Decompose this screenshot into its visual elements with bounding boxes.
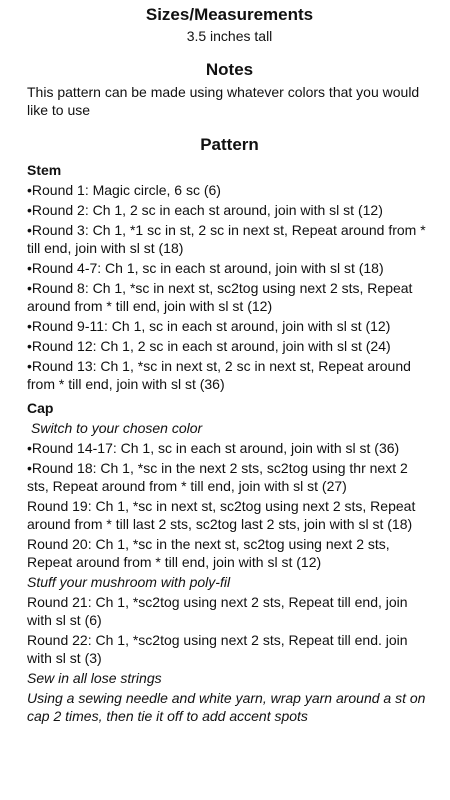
size-value: 3.5 inches tall (186, 28, 273, 44)
accent-spots-note: Using a sewing needle and white yarn, wrap yarn around a st on cap 2 times, then tie it off to add accent spots (27, 690, 426, 724)
switch-color-note: Switch to your chosen color (31, 420, 203, 436)
stem-heading: Stem (27, 162, 62, 178)
stem-round-4-7: •Round 4-7: Ch 1, sc in each st around, join with sl st (18) (27, 260, 384, 276)
sew-note: Sew in all lose strings (27, 670, 162, 686)
cap-round-14-17: •Round 14-17: Ch 1, sc in each st around, join with sl st (36) (27, 440, 400, 456)
stem-round-12: •Round 12: Ch 1, 2 sc in each st around, join with sl st (24) (27, 338, 391, 354)
stem-round-13: •Round 13: Ch 1, *sc in next st, 2 sc in next st, Repeat around from * till end, join with sl st (36) (27, 358, 411, 392)
cap-round-19: Round 19: Ch 1, *sc in next st, sc2tog using next 2 sts, Repeat around from * till last 2 sts, sc2tog last 2 sts, join with sl st (18) (27, 498, 416, 532)
stem-round-8: •Round 8: Ch 1, *sc in next st, sc2tog using next 2 sts, Repeat around from * till end, join with sl st (12) (27, 280, 413, 314)
stem-round-9-11: •Round 9-11: Ch 1, sc in each st around, join with sl st (12) (27, 318, 391, 334)
stem-round-3: •Round 3: Ch 1, *1 sc in st, 2 sc in next st, Repeat around from * till end, join with sl st (18) (27, 222, 426, 256)
stem-round-2: •Round 2: Ch 1, 2 sc in each st around, join with sl st (12) (27, 202, 383, 218)
sizes-heading: Sizes/Measurements (145, 5, 314, 24)
stuff-note: Stuff your mushroom with poly-fil (27, 574, 231, 590)
notes-heading: Notes (205, 60, 254, 79)
pattern-heading: Pattern (200, 135, 259, 154)
cap-round-20: Round 20: Ch 1, *sc in the next st, sc2tog using next 2 sts, Repeat around from * till end, join with sl st (12) (27, 536, 390, 570)
stem-round-1: •Round 1: Magic circle, 6 sc (6) (27, 182, 221, 198)
cap-round-18: •Round 18: Ch 1, *sc in the next 2 sts, sc2tog using thr next 2 sts, Repeat around from * till end, join with sl st (27) (27, 460, 408, 494)
notes-text: This pattern can be made using whatever colors that you would like to use (27, 84, 420, 118)
cap-round-22: Round 22: Ch 1, *sc2tog using next 2 sts, Repeat till end. join with sl st (3) (27, 632, 408, 666)
cap-round-21: Round 21: Ch 1, *sc2tog using next 2 sts, Repeat till end, join with sl st (6) (27, 594, 408, 628)
cap-heading: Cap (27, 400, 54, 416)
